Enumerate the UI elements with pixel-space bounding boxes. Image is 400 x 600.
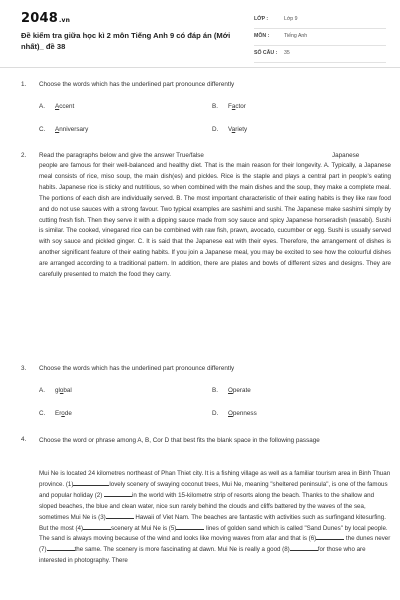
- option-d[interactable]: D. Variety: [212, 126, 248, 133]
- site-logo[interactable]: 2048.vn: [21, 11, 71, 26]
- question-number: 1.: [21, 81, 27, 88]
- meta-value: 35: [284, 50, 290, 56]
- question-number: 3.: [21, 365, 27, 372]
- question-number: 2.: [21, 152, 27, 159]
- meta-value: Lớp 9: [284, 16, 298, 22]
- meta-value: Tiếng Anh: [284, 33, 308, 39]
- option-d[interactable]: D. Openness: [212, 410, 257, 417]
- question-text: Read the paragraphs below and give the answer True/false: [39, 152, 204, 159]
- blank-5[interactable]: [176, 524, 204, 530]
- option-c[interactable]: C. Erode: [39, 410, 72, 417]
- meta-label: LỚP :: [254, 16, 269, 22]
- option-c[interactable]: C. Anniversary: [39, 126, 89, 133]
- cloze-passage: Mui Ne is located 24 kilometres northeast of Phan Thiet city. It is a fishing village as well as a familiar tourism area in Binh Thuan province. (1) lovely scenery of swaying coconut trees, Mui Ne, meaning "sheltered peninsula", is one of the famous and popular holiday (2) in the world with 15-kilometre strip of resorts along the beach. Thanks to the shallow and sloped beaches, the blue and clean water, nice sun rarely behind the clouds and cliffs battered by the waves of the sea, sometimes Mui Ne is (3) Hawaii of Viet Nam. The beaches are fantastic with activities such as surfingand kitesurfing. But the most (4) scenery at Mui Ne is (5) lines of golden sand which is called "Sand Dunes" by local people. The sand is always moving because of the wind and looks like moving waves from afar and that is (6) the dunes never (7) the same. The scenery is more fascinating at dawn. Mui Ne is really a good (8) for those who are interested in photography. There: [39, 470, 391, 565]
- document-header: [0, 0, 400, 68]
- meta-row-count: [254, 47, 386, 63]
- document-title: Đề kiểm tra giữa học kì 2 môn Tiếng Anh 9 có đáp án (Mới nhất)_ đề 38: [21, 31, 231, 51]
- option-b[interactable]: B. Operate: [212, 387, 251, 394]
- option-a[interactable]: A. Accent: [39, 103, 75, 110]
- blank-8[interactable]: [290, 545, 318, 551]
- blank-4[interactable]: [83, 524, 111, 530]
- question-text: Choose the words which has the underlined part pronounce differently: [39, 365, 235, 372]
- blank-6[interactable]: [316, 534, 344, 540]
- question-text: Choose the words which has the underlined part pronounce differently: [39, 81, 235, 88]
- blank-7[interactable]: [47, 545, 75, 551]
- blank-1[interactable]: [73, 480, 109, 486]
- question-number: 4.: [21, 436, 27, 443]
- blank-3[interactable]: [106, 513, 134, 519]
- meta-row-subject: [254, 30, 386, 46]
- question-text: Choose the word or phrase among A, B, Cor D that best fits the blank space in the following passage: [39, 437, 320, 444]
- option-a[interactable]: A. global: [39, 387, 72, 394]
- option-b[interactable]: B. Factor: [212, 103, 246, 110]
- meta-row-class: [254, 13, 386, 29]
- reading-paragraph: people are famous for their well-balanced and healthy diet. That is the main reason for their longevity. A. Typically, a Japanese meal consists of rice, miso soup, the main dish(es) and pickles. Rice is the staple and plays a central part in people's eating habits. Japanese rice is sticky and nutritious, so when combined with the main dishes and the soup, they make a complete meal. The portions of each dish are individually served. B. The most important characteristic of their eating habits is they like raw food and do not use sauces with a strong favour. Two typical examples are sashimi and sushi. The Japanese make sashimi simply by cutting fresh fish. Then they serve it with a dipping sauce made from soy sauce and spicy Japanese horseradish (wasabi). Sushi is similar. The cooked, vinegared rice can be combined with raw fish, prawn, avocado, cucumber or egg. Sushi is usually served with soy sauce and pickled ginger. C. It is said that the Japanese eat with their eyes. Therefore, the arrangement of dishes is another significant feature of their eating habits. If you join a Japanese meal, you may be excited to see how the colourful dishes are arranged according to a traditional pattern. In addition, there are plates and bowls of different sizes and designs. They are carefully presented to match the food they carry.: [39, 162, 391, 279]
- meta-label: SỐ CÂU :: [254, 50, 278, 56]
- meta-label: MÔN :: [254, 33, 270, 39]
- paragraph-start: Japanese: [332, 152, 360, 159]
- blank-2[interactable]: [104, 491, 132, 497]
- document-meta: [254, 13, 386, 64]
